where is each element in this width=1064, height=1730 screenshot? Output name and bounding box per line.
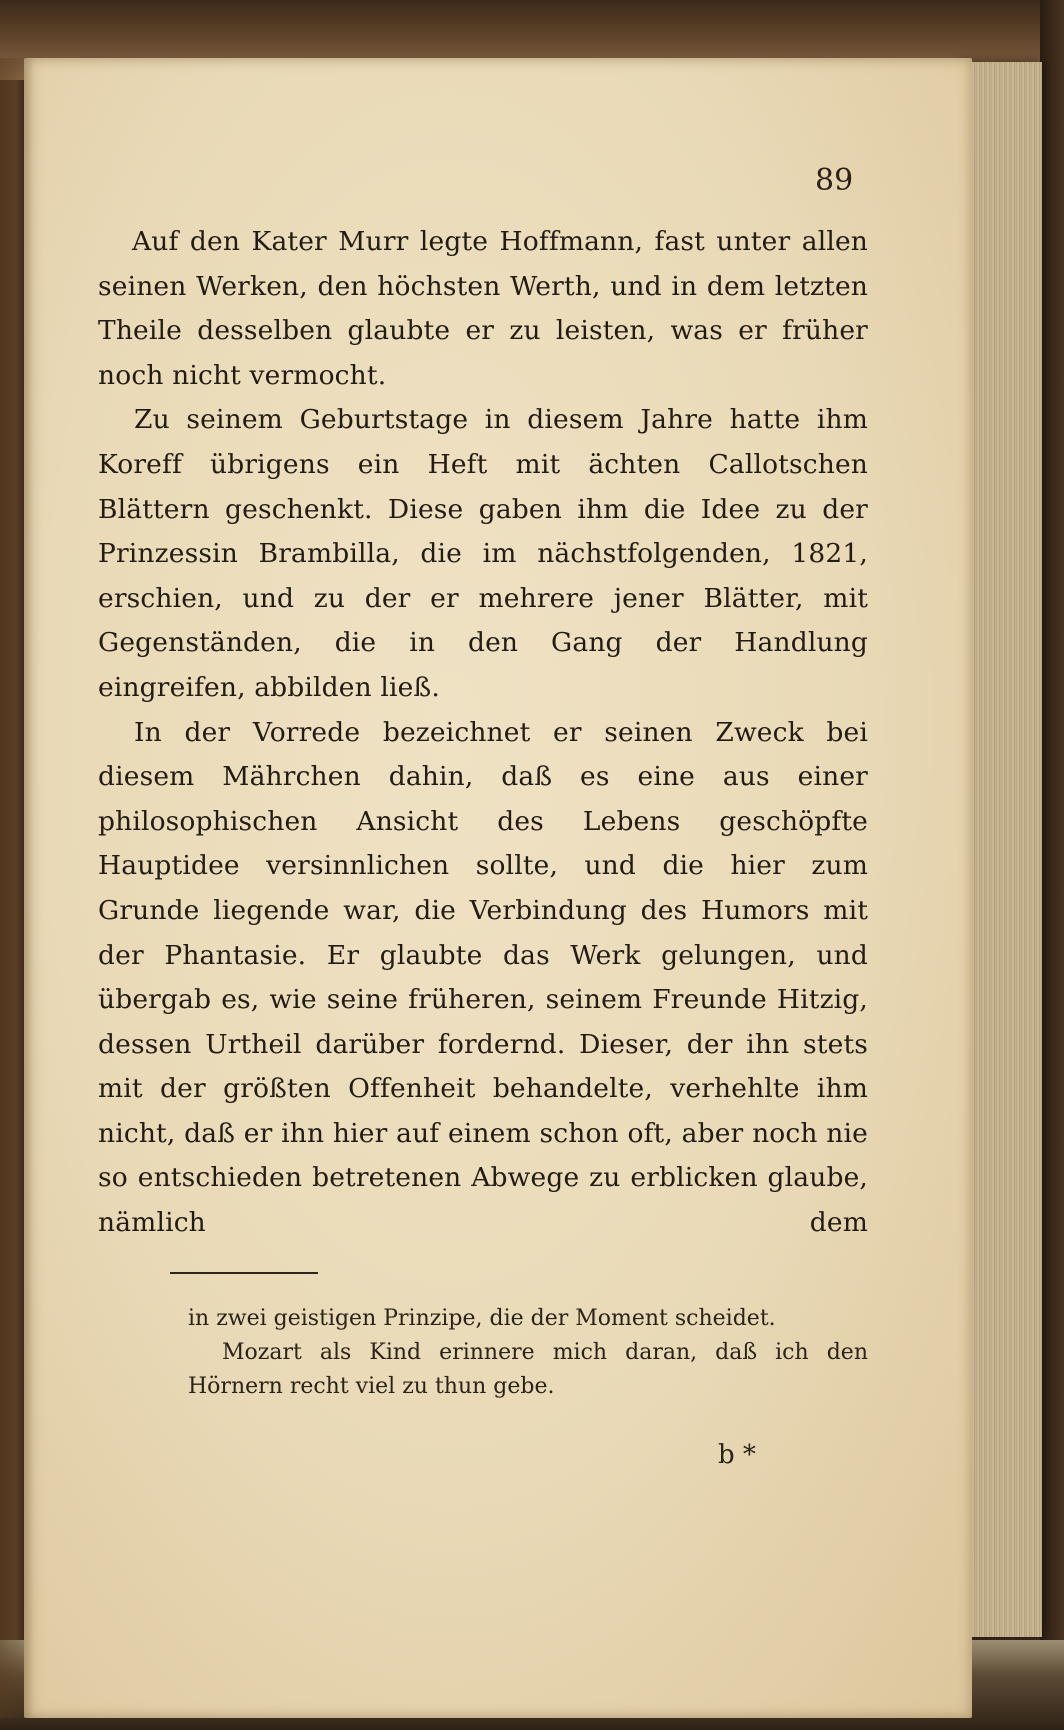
signature-mark: b * xyxy=(718,1440,756,1470)
paragraph-1: Auf den Kater Murr legte Hoffmann, fast unter allen seinen Werken, den höchsten Werth, und in dem letzten Theile desselben glaubte er zu leisten, was er früher noch nicht vermocht. xyxy=(98,226,868,391)
book-cover-right xyxy=(1040,0,1064,1730)
footnotes xyxy=(188,1302,868,1404)
gutter-shadow xyxy=(0,58,34,1718)
footnote-1: in zwei geistigen Prinzipe, die der Moment scheidet. xyxy=(188,1306,776,1331)
footnote-2: Mozart als Kind erinnere mich daran, daß ich den Hörnern recht viel zu thun gebe. xyxy=(188,1340,868,1399)
body-text xyxy=(98,220,868,1246)
paragraph-3: In der Vorrede bezeichnet er seinen Zweck bei diesem Mährchen dahin, daß es eine aus einer philosophischen Ansicht des Lebens geschöpfte Hauptidee versinnlichen sollte, und die hier zum Grunde liegende war, die Verbindung des Humors mit der Phantasie. Er glaubte das Werk gelungen, und übergab es, wie seine früheren, seinem Freunde Hitzig, dessen Urtheil darüber fordernd. Dieser, der ihn stets mit der größten Offenheit behandelte, verhehlte ihm nicht, daß er ihn hier auf einem schon oft, aber noch nie so entschieden betretenen Abwege zu erblicken glaube, nämlich dem xyxy=(98,716,868,1239)
paragraph-2: Zu seinem Geburtstage in diesem Jahre hatte ihm Koreff übrigens ein Heft mit ächten Callotschen Blättern geschenkt. Diese gaben ihm die Idee zu der Prinzessin Brambilla, die im nächstfolgenden, 1821, erschien, und zu der er mehrere jener Blätter, mit Gegenständen, die in den Gang der Handlung eingreifen, abbilden ließ. xyxy=(98,404,868,703)
page-edges xyxy=(960,62,1042,1637)
footnote-rule xyxy=(170,1272,318,1274)
page-number: 89 xyxy=(815,163,854,198)
